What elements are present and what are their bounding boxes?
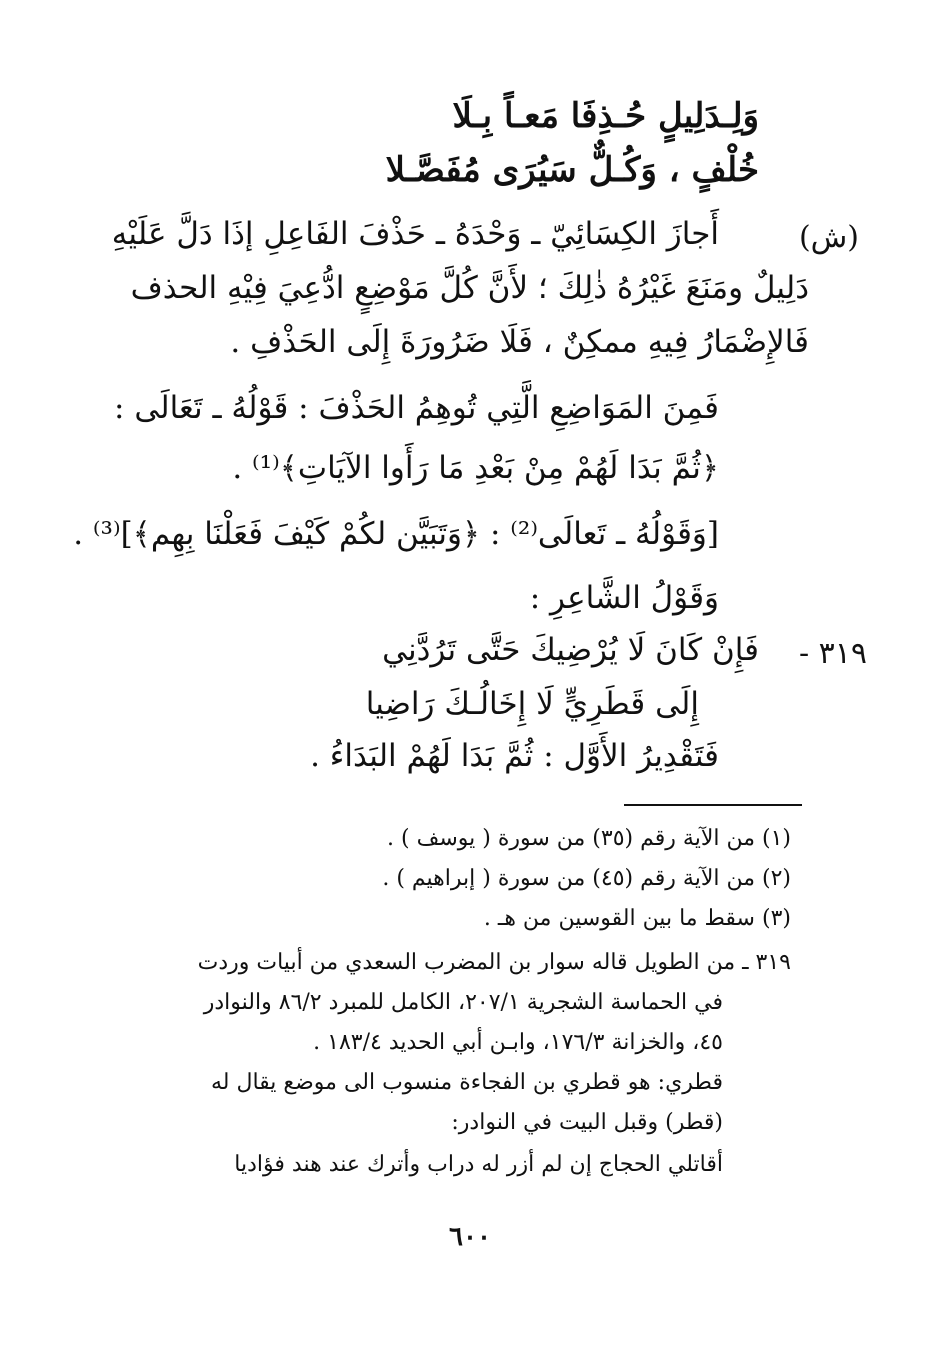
footnote-separator — [624, 804, 802, 806]
note319-line-6: أقاتلي الحجاج إن لم أزر له دراب وأترك عند هند فؤاديا — [234, 1152, 723, 1177]
verse319-line-2: إِلَى قَطَرِيٍّ لَا إِخَالُـكَ رَاضِيا — [365, 686, 699, 722]
commentary-line-3: فَالإِضْمَارُ فِيهِ ممكِنٌ ، فَلَا ضَرُورَةَ إِلَى الحَذْفِ . — [230, 324, 809, 360]
example-line-4: وَقَوْلُ الشَّاعِرِ : — [529, 580, 719, 616]
poem-line-1: وَلِـدَلِيلٍ حُـذِفَا مَعـاً بِـلَا — [452, 96, 759, 136]
commentary-marker: (ش) — [798, 220, 859, 255]
example-line-1: فَمِنَ المَوَاضِعِ الَّتِي تُوهِمُ الحَذْفَ : قَوْلُهُ ـ تَعَالَى : — [114, 390, 719, 426]
commentary-line-1: أَجازَ الكِسَائِيّ ـ وَحْدَهُ ـ حَذْفَ الفَاعِلِ إذَا دَلَّ عَلَيْهِ — [111, 216, 719, 252]
footnote-2: (٢) من الآية رقم (٤٥) من سورة ( إبراهيم ) . — [382, 866, 791, 891]
page-number: ٦٠٠ — [449, 1222, 491, 1252]
note319-line-1: ٣١٩ ـ من الطويل قاله سوار بن المضرب السعدي من أبيات وردت — [197, 950, 791, 975]
poem-line-2: خُلْفٍ ، وَكُـلٌّ سَيُرَى مُفَصَّـلا — [385, 150, 759, 190]
note319-line-2: في الحماسة الشجرية ٢٠٧/١، الكامل للمبرد ٨٦/٢ والنوادر — [203, 990, 723, 1015]
taqdir-line: فَتَقْدِيرُ الأَوَّل : ثُمَّ بَدَا لَهُمْ البَدَاءُ . — [310, 738, 719, 774]
example-line-2: ﴿ثُمَّ بَدَا لَهُمْ مِنْ بَعْدِ مَا رَأَوا الآيَاتِ﴾⁽¹⁾ . — [232, 450, 719, 486]
note319-line-3: ٤٥، والخزانة ١٧٦/٣، وابـن أبي الحديد ١٨٣/٤ . — [313, 1030, 723, 1055]
note319-line-5: (قطر) وقبل البيت في النوادر: — [451, 1110, 723, 1135]
verse319-line-1: فَإِنْ كَانَ لَا يُرْضِيكَ حَتَّى تَرُدَّنِي — [382, 632, 759, 668]
footnote-3: (٣) سقط ما بين القوسين من هـ . — [483, 906, 791, 931]
verse-number: ٣١٩ - — [798, 636, 867, 671]
commentary-line-2: دَلِيلٌ ومَنَعَ غَيْرُهُ ذٰلِكَ ؛ لأَنَّ كُلَّ مَوْضِعٍ ادُّعِيَ فِيْهِ الحذف — [130, 270, 809, 306]
example-line-3: [وَقَوْلُهُ ـ تَعالَى⁽²⁾ : ﴿وَتَبَيَّن لكُمْ كَيْفَ فَعَلْنَا بِهِم﴾]⁽³⁾ . — [73, 516, 719, 552]
footnote-1: (١) من الآية رقم (٣٥) من سورة ( يوسف ) . — [387, 826, 791, 851]
note319-line-4: قطري: هو قطري بن الفجاءة منسوب الى موضع يقال له — [210, 1070, 723, 1095]
